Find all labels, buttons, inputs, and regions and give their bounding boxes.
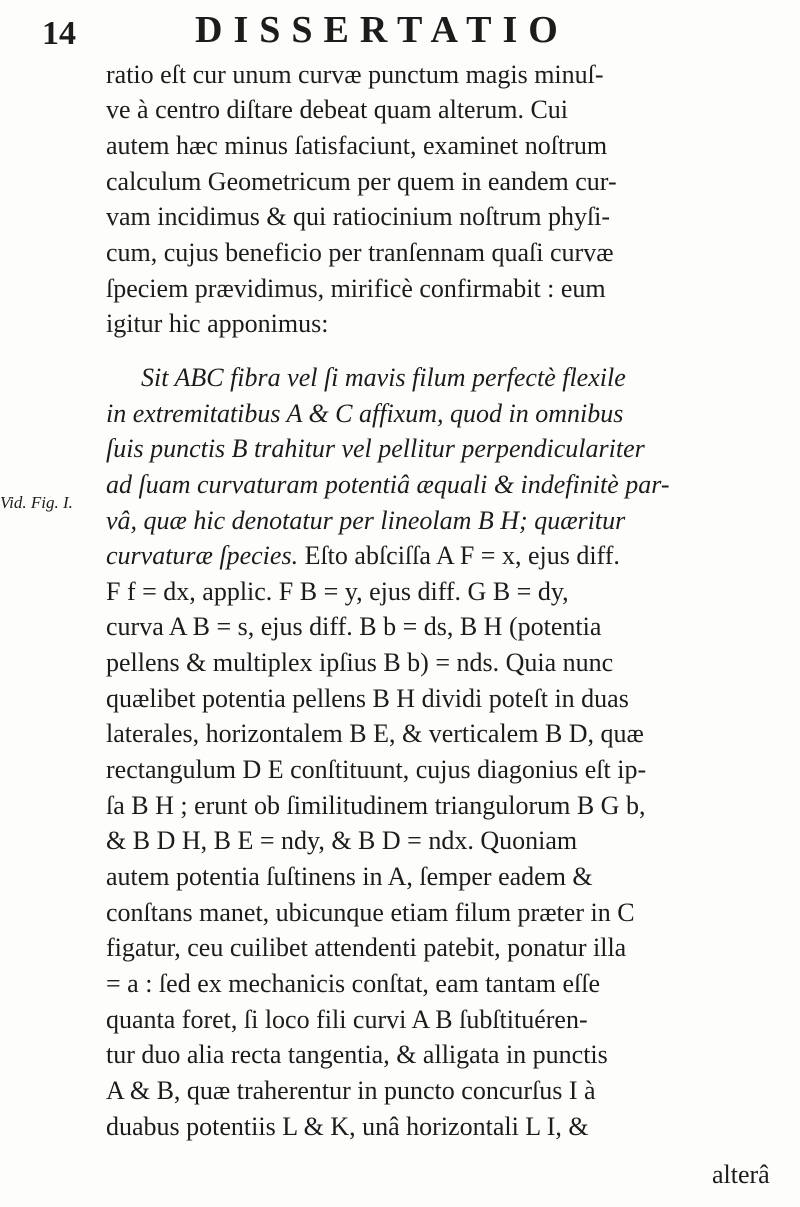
text-line: ve à centro diſtare debeat quam alterum. Cui: [106, 95, 569, 124]
italic-line: ſuis punctis B trahitur vel pellitur perpendiculariter: [106, 434, 645, 463]
text-line: ratio eſt cur unum curvæ punctum magis minuſ-: [106, 60, 604, 89]
text-line: ſpeciem prævidimus, mirificè confirmabit : eum: [106, 274, 606, 303]
italic-line: in extremitatibus A & C affixum, quod in omnibus: [106, 399, 624, 428]
text-line: rectangulum D E conſtituunt, cujus diagonius eſt ip-: [106, 755, 647, 784]
text-line: calculum Geometricum per quem in eandem cur-: [106, 167, 617, 196]
text-line: laterales, horizontalem B E, & verticalem B D, quæ: [106, 719, 644, 748]
text-line: F f = dx, applic. F B = y, ejus diff. G B = dy,: [106, 577, 569, 606]
italic-line: Sit ABC fibra vel ſi mavis filum perfectè flexile: [141, 363, 626, 392]
page-number: 14: [42, 15, 76, 52]
text-line: = a : ſed ex mechanicis conſtat, eam tantam eſſe: [106, 969, 601, 998]
text-line: curva A B = s, ejus diff. B b = ds, B H (potentia: [106, 612, 602, 641]
text-line: conſtans manet, ubicunque etiam filum præter in C: [106, 898, 635, 927]
text-line: tur duo alia recta tangentia, & alligata in punctis: [106, 1040, 608, 1069]
mixed-line: [106, 539, 620, 573]
italic-line: ad ſuam curvaturam potentiâ æquali & indefinitè par-: [106, 470, 670, 499]
text-line: cum, cujus beneficio per tranſennam quaſi curvæ: [106, 238, 614, 267]
roman-span: Eſto abſciſſa A F = x, ejus diff.: [298, 541, 620, 570]
text-line: figatur, ceu cuilibet attendenti patebit, ponatur illa: [106, 933, 627, 962]
italic-line: vâ, quæ hic denotatur per lineolam B H; quæritur: [106, 506, 626, 535]
text-line: igitur hic apponimus:: [106, 309, 329, 338]
running-head: DISSERTATIO: [195, 9, 569, 51]
margin-figure-reference: Vid. Fig. I.: [0, 493, 73, 512]
text-line: ſa B H ; erunt ob ſimilitudinem triangulorum B G b,: [106, 791, 646, 820]
text-line: vam incidimus & qui ratiocinium noſtrum phyſi-: [106, 202, 611, 231]
italic-span: curvaturæ ſpecies.: [106, 541, 299, 570]
text-line: pellens & multiplex ipſius B b) = nds. Quia nunc: [106, 648, 614, 677]
text-line: autem potentia ſuſtinens in A, ſemper eadem &: [106, 862, 593, 891]
text-line: quælibet potentia pellens B H dividi poteſt in duas: [106, 684, 629, 713]
text-line: duabus potentiis L & K, unâ horizontali L I, &: [106, 1112, 589, 1141]
text-line: autem hæc minus ſatisfaciunt, examinet noſtrum: [106, 131, 608, 160]
text-line: & B D H, B E = ndy, & B D = ndx. Quoniam: [106, 826, 578, 855]
text-line: A & B, quæ traherentur in puncto concurſus I à: [106, 1076, 596, 1105]
catchword: alterâ: [712, 1160, 770, 1189]
text-line: quanta foret, ſi loco fili curvi A B ſubſtituéren-: [106, 1005, 588, 1034]
